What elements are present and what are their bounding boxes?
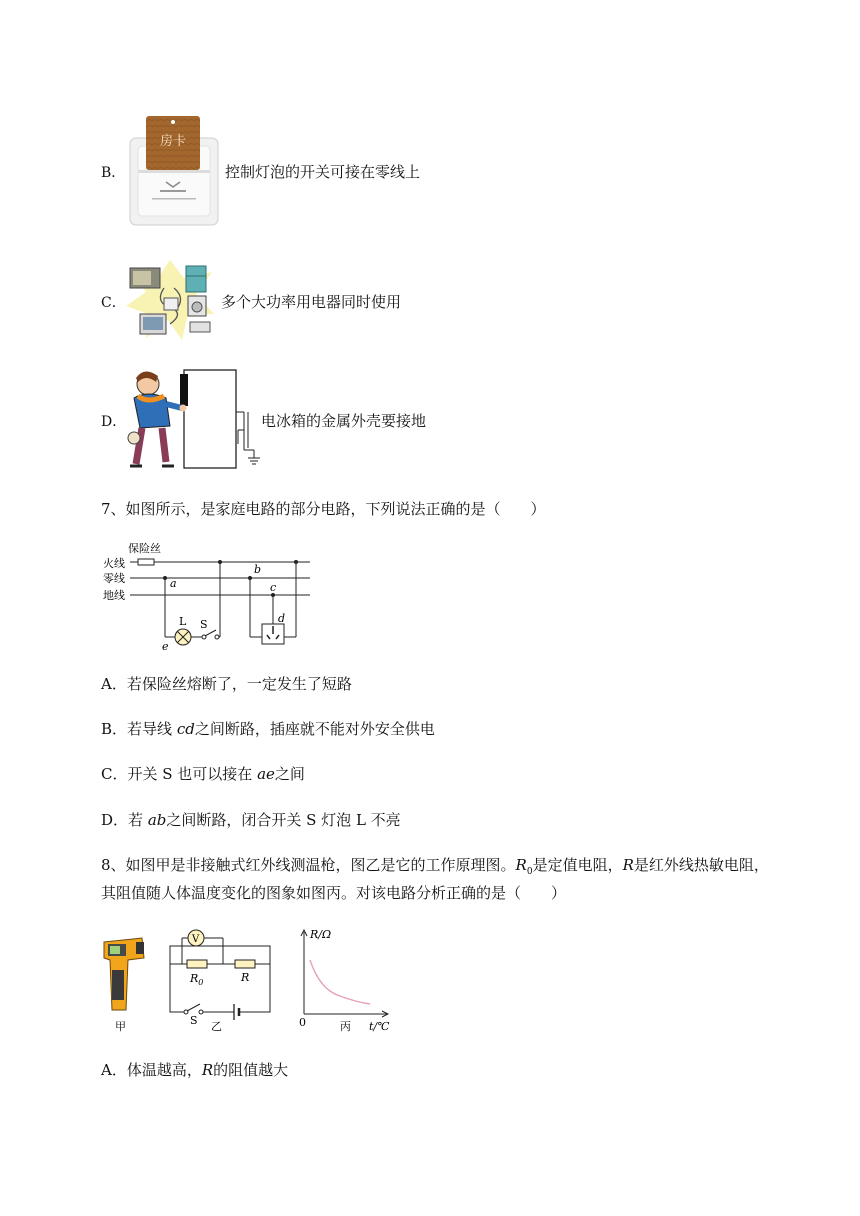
q8-option-a: A．体温越高，R的阻值越大 (101, 1061, 289, 1079)
infrared-thermometer-icon (104, 938, 144, 1010)
point-a-label: a (170, 577, 177, 590)
room-card-switch-image (128, 112, 220, 227)
label-jia: 甲 (115, 1020, 126, 1033)
graph-x-axis-label: t/℃ (369, 1020, 390, 1033)
voltmeter-label: V (192, 934, 200, 945)
household-circuit-diagram (100, 540, 315, 655)
lamp-label: L (179, 615, 187, 628)
label-yi: 乙 (211, 1020, 222, 1033)
point-e-label: e (162, 640, 169, 653)
q7-option-d: D．若 ab之间断路，闭合开关 S 灯泡 L 不亮 (101, 811, 401, 829)
switch-label: S (190, 1014, 198, 1027)
card-label: 房卡 (159, 134, 187, 149)
option-b-text: 控制灯泡的开关可接在零线上 (225, 163, 421, 181)
point-d-label: d (278, 612, 286, 625)
resistance-temperature-curve (310, 960, 370, 1004)
fuse-label: 保险丝 (128, 542, 161, 555)
q7-option-b: B．若导线 cd之间断路，插座就不能对外安全供电 (101, 720, 435, 738)
live-wire-label: 火线 (103, 557, 125, 570)
neutral-wire-label: 零线 (103, 572, 125, 585)
question-8-stem-line2: 其阻值随人体温度变化的图象如图丙。对该电路分析正确的是（ ） (101, 884, 567, 902)
question-8-stem-line1: 8、如图甲是非接触式红外线测温枪，图乙是它的工作原理图。$R_0$是定值电阻，R是红外线热敏电阻， (101, 856, 769, 877)
overloaded-appliances-image (124, 258, 216, 342)
point-b-label: b (254, 563, 262, 576)
option-c-text: 多个大功率用电器同时使用 (221, 293, 402, 311)
ground-wire-label: 地线 (103, 589, 125, 602)
q7-option-a: A．若保险丝熔断了，一定发生了短路 (101, 675, 352, 693)
switch-s-label: S (200, 618, 208, 631)
graph-y-axis-label: R/Ω (310, 928, 332, 941)
option-d-letter: D． (101, 414, 127, 430)
option-c-letter: C． (101, 295, 126, 311)
r-label: R (241, 971, 250, 984)
option-b-letter: B． (101, 165, 126, 181)
q7-option-c: C．开关 S 也可以接在 ae之间 (101, 765, 305, 783)
thermometer-figures (98, 924, 398, 1036)
label-bing: 丙 (340, 1020, 351, 1033)
point-c-label: c (270, 581, 277, 594)
question-7-stem: 7、如图所示，是家庭电路的部分电路，下列说法正确的是（ ） (101, 500, 546, 518)
r0-label: $R_0$ (190, 972, 204, 987)
fridge-grounding-image (126, 368, 262, 472)
option-d-text: 电冰箱的金属外壳要接地 (261, 412, 427, 430)
graph-origin-label: 0 (299, 1016, 306, 1029)
